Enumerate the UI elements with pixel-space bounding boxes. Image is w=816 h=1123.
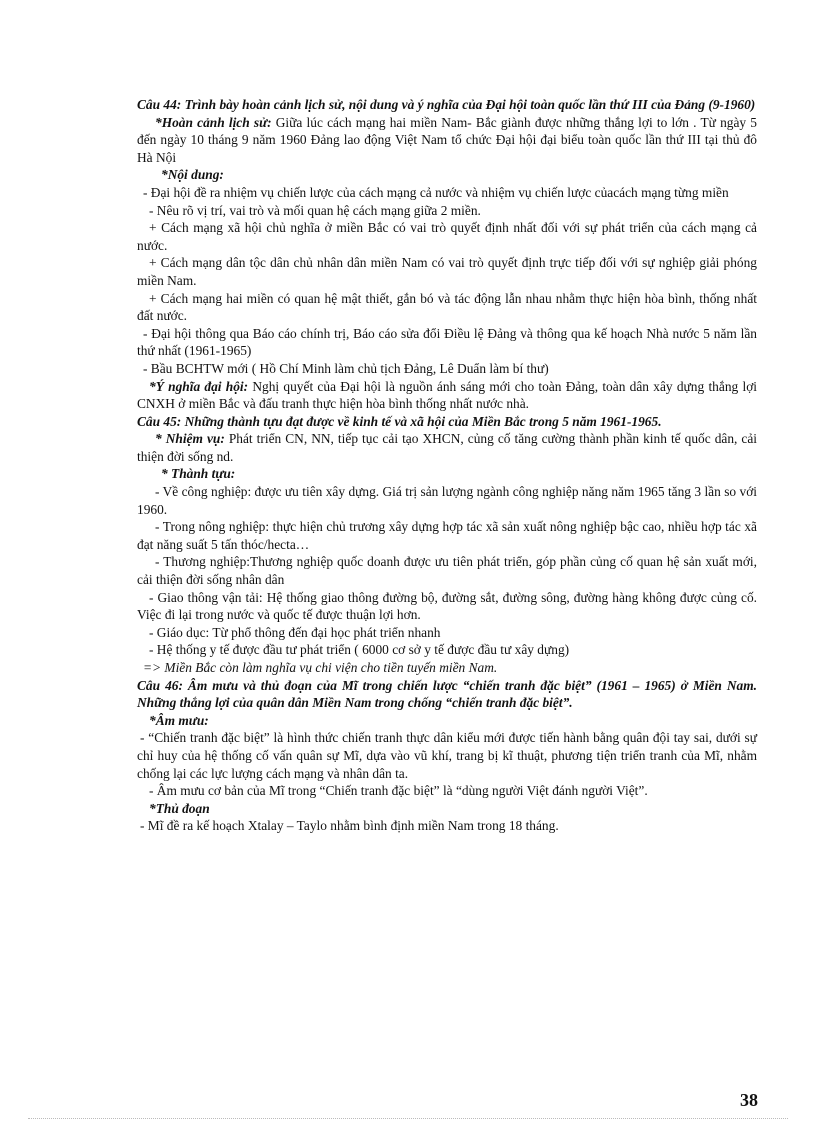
page-number: 38 xyxy=(740,1090,758,1110)
q44-item: - Đại hội đề ra nhiệm vụ chiến lược của cách mạng cả nước và nhiệm vụ chiến lược củacách mạng từng miền xyxy=(143,184,729,200)
q44-item: + Cách mạng dân tộc dân chủ nhân dân miền Nam có vai trò quyết định trực tiếp đối với sự nghiệp giải phóng miền Nam. xyxy=(137,255,757,288)
q44-meaning-label: *Ý nghĩa đại hội: xyxy=(149,378,249,394)
q45-achievements-label: * Thành tựu: xyxy=(161,466,236,482)
q44-item: - Nêu rõ vị trí, vai trò và mối quan hệ cách mạng giữa 2 miền. xyxy=(149,202,481,218)
q45-item: - Trong nông nghiệp: thực hiện chủ trương xây dựng hợp tác xã sản xuất nông nghiệp bậc cao, nhiều hợp tác xã đạt năng suất 5 tấn thóc/hecta… xyxy=(137,519,757,552)
q45-item: - Về công nghiệp: được ưu tiên xây dựng. Giá trị sản lượng ngành công nghiệp năng năm 1965 tăng 3 lần so với 1960. xyxy=(137,484,757,517)
q44-context-text: Giữa lúc cách mạng hai miền Nam- Bắc giành được những thắng lợi to lớn . Từ ngày 5 đến ngày 10 tháng 9 năm 1960 Đảng lao động Việt Nam tổ chức Đại hội đại biểu toàn quốc lần thứ III tại thủ đô Hà Nội xyxy=(137,114,757,165)
q44-item: + Cách mạng hai miền có quan hệ mật thiết, gắn bó và tác động lẫn nhau nhằm thực hiện hòa bình, thống nhất đất nước. xyxy=(137,290,757,324)
q44-item: - Bầu BCHTW mới ( Hồ Chí Minh làm chủ tịch Đảng, Lê Duẩn làm bí thư) xyxy=(143,360,549,376)
footer-divider xyxy=(28,1118,788,1119)
q46-trick-item: - Mĩ đề ra kế hoạch Xtalay – Taylo nhằm bình định miền Nam trong 18 tháng. xyxy=(140,818,559,834)
q46-trick-label: *Thủ đoạn xyxy=(149,800,210,816)
q44-context-label: *Hoàn cảnh lịch sử: xyxy=(155,114,272,130)
q45-item: - Giao thông vận tải: Hệ thống giao thông đường bộ, đường sắt, đường sông, đường hàng không được củng cố. Việc đi lại trong nước và quốc tế được thuận lợi hơn. xyxy=(137,589,757,623)
q44-item: + Cách mạng xã hội chủ nghĩa ở miền Bắc có vai trò quyết định nhất đối với sự phát triển của cách mạng cả nước. xyxy=(137,220,757,253)
q44-item: - Đại hội thông qua Báo cáo chính trị, Báo cáo sửa đổi Điều lệ Đảng và thông qua kế hoạch Nhà nước 5 năm lần thứ nhất (1961-1965) xyxy=(137,325,757,359)
q45-task-label: * Nhiệm vụ: xyxy=(155,431,225,447)
q44-context xyxy=(137,114,757,167)
q46-plot-item: - Âm mưu cơ bản của Mĩ trong “Chiến tranh đặc biệt” là “dùng người Việt đánh người Việt”. xyxy=(149,783,648,799)
question-44-title: Câu 44: Trình bày hoàn cảnh lịch sử, nội dung và ý nghĩa của Đại hội toàn quốc lần thứ III của Đảng (9-1960) xyxy=(137,97,756,112)
q46-plot-label: *Âm mưu: xyxy=(149,712,209,728)
document-body xyxy=(137,96,757,835)
question-46-title: Câu 46: Âm mưu và thủ đoạn của Mĩ trong chiến lược “chiến tranh đặc biệt” (1961 – 1965) ở Miền Nam. Những thắng lợi của quân dân Miền Nam trong chống “chiến tranh đặc biệt”. xyxy=(137,677,757,711)
q45-task xyxy=(137,430,757,465)
q45-item: - Thương nghiệp:Thương nghiệp quốc doanh được ưu tiên phát triển, góp phần củng cố quan hệ sản xuất mới, cải thiện đời sống nhân dân xyxy=(137,554,757,588)
question-45-title: Câu 45: Những thành tựu đạt được về kinh tế và xã hội của Miền Bắc trong 5 năm 1961-1965. xyxy=(137,413,662,429)
q45-task-text: Phát triển CN, NN, tiếp tục cải tạo XHCN, củng cố tăng cường thành phần kinh tế quốc dân, cải thiện đời sống nd. xyxy=(137,431,758,464)
q44-meaning-text: Nghị quyết của Đại hội là nguồn ánh sáng mới cho toàn Đảng, toàn dân xây dựng thắng lợi CNXH ở miền Bắc và đấu tranh thực hiện hòa bình thống nhất nước nhà. xyxy=(137,378,757,412)
q45-item: - Giáo dục: Từ phổ thông đến đại học phát triển nhanh xyxy=(149,624,441,640)
q45-conclusion: => Miền Bắc còn làm nghĩa vụ chi viện cho tiền tuyến miền Nam. xyxy=(143,660,498,675)
q45-item: - Hệ thống y tế được đầu tư phát triển ( 6000 cơ sở y tế được đầu tư xây dựng) xyxy=(149,642,570,658)
q44-meaning xyxy=(137,378,757,413)
q46-plot-item: - “Chiến tranh đặc biệt” là hình thức chiến tranh thực dân kiểu mới được tiến hành bằng quân đội tay sai, dưới sự chỉ huy của hệ thống cố vấn quân sự Mĩ, dựa vào vũ khí, trang bị kĩ thuật, phương tiện triển tranh của Mĩ, nhằm chống lại các lực lượng cách mạng và nhân dân ta. xyxy=(137,730,757,781)
q44-content-label: *Nội dung: xyxy=(161,167,224,183)
